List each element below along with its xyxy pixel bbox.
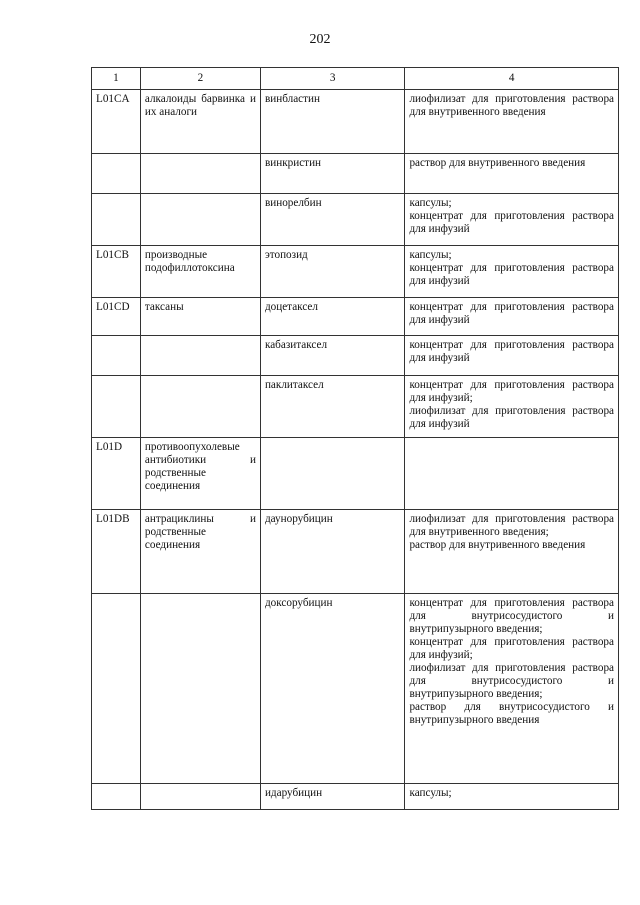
- group-cell-text: антрациклины и родственные соединения: [144, 513, 256, 551]
- header-cell-3: 3: [260, 68, 405, 90]
- table-row: [92, 154, 619, 194]
- code-cell: [92, 438, 141, 510]
- substance-cell: [260, 336, 405, 376]
- code-cell: [92, 336, 141, 376]
- substance-cell-text: даунорубицин: [264, 513, 333, 525]
- forms-cell: [405, 784, 619, 810]
- code-cell-text: L01D: [96, 441, 123, 453]
- substance-cell: [260, 90, 405, 154]
- code-cell: [92, 376, 141, 438]
- code-cell-text: L01CA: [96, 93, 130, 105]
- substance-cell-text: доксорубицин: [264, 597, 333, 609]
- substance-cell: [260, 376, 405, 438]
- header-cell-1: 1: [92, 68, 141, 90]
- substance-cell: [260, 246, 405, 298]
- code-cell-text: L01CD: [96, 301, 130, 313]
- forms-cell-text: концентрат для приготовления раствора для инфузий: [409, 301, 614, 326]
- forms-cell-text: лиофилизат для приготовления раствора для внутривенного введения; раствор для внутривенного введения: [409, 513, 614, 551]
- substance-cell-text: винбластин: [264, 93, 320, 105]
- header-cell-2: 2: [140, 68, 260, 90]
- forms-cell-text: концентрат для приготовления раствора для инфузий; лиофилизат для приготовления раствора для инфузий: [409, 379, 614, 430]
- substance-cell-text: этопозид: [264, 249, 308, 261]
- substance-cell-text: идарубицин: [264, 787, 323, 799]
- substance-cell: [260, 594, 405, 784]
- code-cell: [92, 594, 141, 784]
- group-cell: [140, 336, 260, 376]
- forms-cell-text: капсулы; концентрат для приготовления раствора для инфузий: [409, 249, 614, 287]
- substance-cell-text: винорелбин: [264, 197, 322, 209]
- code-cell: [92, 510, 141, 594]
- substance-cell: [260, 510, 405, 594]
- group-cell-text: противоопухолевые антибиотики и родственные соединения: [144, 441, 256, 492]
- table-row: [92, 784, 619, 810]
- group-cell: [140, 376, 260, 438]
- forms-cell: [405, 194, 619, 246]
- code-cell-text: L01CB: [96, 249, 129, 261]
- header-cell-4: 4: [405, 68, 619, 90]
- code-cell: [92, 298, 141, 336]
- page-number: 202: [309, 32, 331, 47]
- table-header-row: [92, 68, 619, 90]
- drug-table: [91, 67, 619, 810]
- table-row: [92, 336, 619, 376]
- forms-cell: [405, 510, 619, 594]
- table-row: [92, 298, 619, 336]
- forms-cell: [405, 154, 619, 194]
- forms-cell: [405, 246, 619, 298]
- substance-cell: [260, 784, 405, 810]
- forms-cell: [405, 90, 619, 154]
- forms-cell: [405, 298, 619, 336]
- group-cell: [140, 784, 260, 810]
- group-cell: [140, 154, 260, 194]
- forms-cell: [405, 438, 619, 510]
- group-cell-text: алкалоиды барвинка и их аналоги: [144, 93, 256, 118]
- group-cell: [140, 298, 260, 336]
- code-cell: [92, 154, 141, 194]
- forms-cell-text: концентрат для приготовления раствора для инфузий: [409, 339, 614, 364]
- table-row: [92, 194, 619, 246]
- group-cell: [140, 594, 260, 784]
- code-cell-text: L01DB: [96, 513, 130, 525]
- substance-cell-text: винкристин: [264, 157, 322, 169]
- code-cell: [92, 246, 141, 298]
- substance-cell: [260, 438, 405, 510]
- substance-cell-text: кабазитаксел: [264, 339, 328, 351]
- substance-cell: [260, 154, 405, 194]
- table-row: [92, 594, 619, 784]
- code-cell: [92, 194, 141, 246]
- substance-cell: [260, 298, 405, 336]
- group-cell: [140, 246, 260, 298]
- forms-cell-text: раствор для внутривенного введения: [409, 157, 586, 169]
- group-cell: [140, 90, 260, 154]
- group-cell: [140, 438, 260, 510]
- code-cell: [92, 90, 141, 154]
- group-cell: [140, 510, 260, 594]
- substance-cell-text: паклитаксел: [264, 379, 324, 391]
- table-row: [92, 246, 619, 298]
- table-row: [92, 438, 619, 510]
- code-cell: [92, 784, 141, 810]
- group-cell-text: таксаны: [144, 301, 184, 313]
- forms-cell-text: капсулы;: [409, 787, 452, 799]
- forms-cell: [405, 336, 619, 376]
- forms-cell-text: лиофилизат для приготовления раствора для внутривенного введения: [409, 93, 614, 118]
- group-cell-text: производные подофиллотоксина: [144, 249, 235, 274]
- forms-cell-text: капсулы; концентрат для приготовления раствора для инфузий: [409, 197, 614, 235]
- forms-cell-text: концентрат для приготовления раствора для внутрисосудистого и внутрипузырного введения; концентрат для приготовления раствора для инфузий; лиофилизат для приготовления раствора для внутрисосудистого и внутрипузырного введения; раствор для внутрисосудистого и внутрипузырного введения: [409, 597, 614, 726]
- forms-cell: [405, 376, 619, 438]
- table-row: [92, 376, 619, 438]
- substance-cell-text: доцетаксел: [264, 301, 318, 313]
- table-row: [92, 90, 619, 154]
- forms-cell: [405, 594, 619, 784]
- table-row: [92, 510, 619, 594]
- substance-cell: [260, 194, 405, 246]
- group-cell: [140, 194, 260, 246]
